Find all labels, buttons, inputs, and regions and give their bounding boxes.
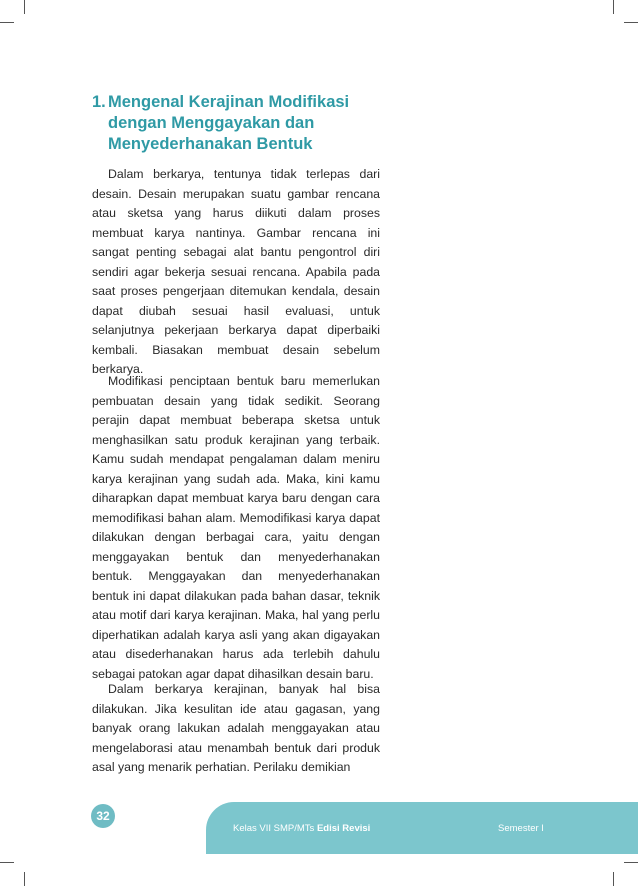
crop-mark — [613, 872, 614, 886]
footer-edition-label: Edisi Revisi — [316, 823, 371, 834]
crop-mark — [24, 872, 25, 886]
crop-mark — [624, 22, 638, 23]
page-number: 32 — [91, 804, 115, 828]
heading-line-1: 1. Mengenal Kerajinan Modifikasi — [92, 93, 350, 111]
crop-mark — [0, 862, 14, 863]
section-heading — [92, 92, 392, 155]
footer-semester-label: Semester I — [498, 823, 544, 834]
crop-mark — [24, 0, 25, 14]
body-paragraph-1: Dalam berkarya, tentunya tidak terlepas dari desain. Desain merupakan suatu gambar rencana atau sketsa yang harus diikuti dalam proses membuat karya nantinya. Gambar rencana ini sangat penting sebagai alat bantu pengontrol diri sendiri agar bekerja sesuai rencana. Apabila pada saat proses pengerjaan ditemukan kendala, desain dapat diubah sesuai hasil evaluasi, untuk selanjutnya pekerjaan berkarya dapat diperbaiki kembali. Biasakan membuat desain sebelum berkarya. — [92, 167, 380, 376]
footer-class-label: Kelas VII SMP/MTs Edisi Revisi — [233, 823, 371, 834]
heading-number: 1. — [92, 93, 106, 111]
body-paragraph-2: Modifikasi penciptaan bentuk baru memerlukan pembuatan desain yang tidak sedikit. Seorang perajin dapat membuat beberapa sketsa untuk menghasilkan satu produk kerajinan yang terbaik. Kamu sudah mendapat pengalaman dalam meniru karya kerajinan yang sudah ada. Maka, kini kamu diharapkan dapat membuat karya baru dengan cara memodifikasi bahan alam. Memodifikasi karya dapat dilakukan dengan berbagai cara, yaitu dengan menggayakan bentuk dan menyederhanakan bentuk. Menggayakan dan menyederhanakan bentuk ini dapat dilakukan pada bahan dasar, teknik atau motif dari karya kerajinan. Maka, hal yang perlu diperhatikan adalah karya asli yang akan digayakan atau disederhanakan harus ada terlebih dahulu sebagai patokan agar dapat dihasilkan desain baru. — [92, 374, 380, 681]
crop-mark — [0, 22, 14, 23]
crop-mark — [613, 0, 614, 14]
body-paragraph-3: Dalam berkarya kerajinan, banyak hal bisa dilakukan. Jika kesulitan ide atau gagasan, yang banyak orang lakukan adalah menggayakan atau mengelaborasi atau menambah bentuk dari produk asal yang menarik perhatian. Perilaku demikian — [92, 682, 380, 774]
crop-mark — [624, 862, 638, 863]
heading-line-3: Menyederhanakan Bentuk — [108, 135, 313, 153]
heading-line-2: dengan Menggayakan dan — [108, 114, 315, 132]
